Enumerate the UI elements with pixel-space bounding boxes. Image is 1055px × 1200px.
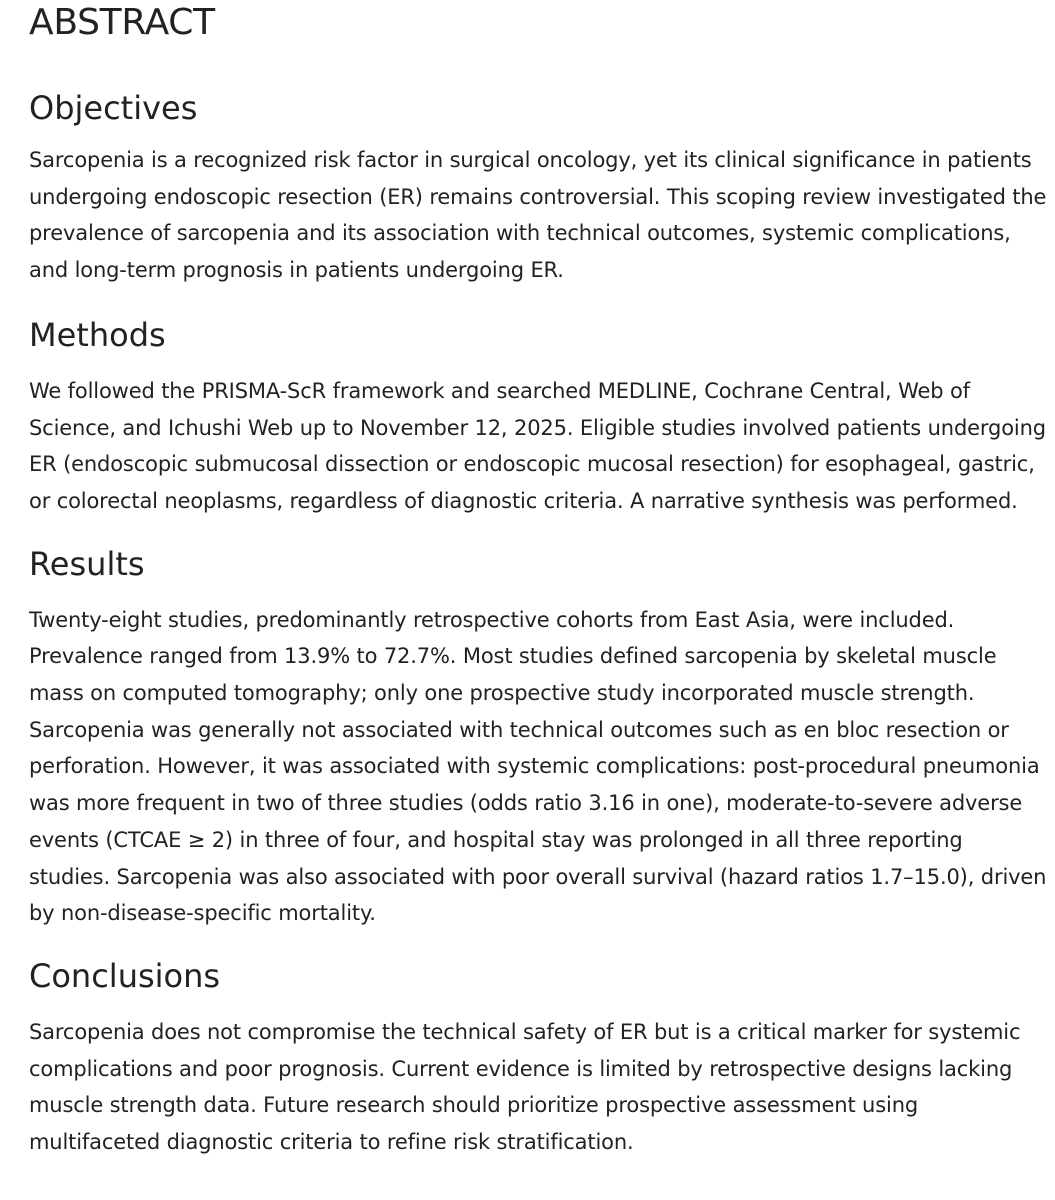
conclusions-section: [29, 956, 1047, 1161]
results-section: [29, 544, 1047, 932]
conclusions-text: Sarcopenia does not compromise the technical safety of ER but is a critical marker for systemic complications and poor prognosis. Current evidence is limited by retrospective designs lacking muscle strength data. Future research should prioritize prospective assessment using multifaceted diagnostic criteria to refine risk stratification.: [29, 1019, 1021, 1155]
objectives-section: [29, 88, 1047, 289]
methods-text: We followed the PRISMA-ScR framework and searched MEDLINE, Cochrane Central, Web of Science, and Ichushi Web up to November 12, 2025. Eligible studies involved patients undergoing ER (endoscopic submucosal dissection or endoscopic mucosal resection) for esophageal, gastric, or colorectal neoplasms, regardless of diagnostic criteria. A narrative synthesis was performed.: [29, 378, 1046, 513]
methods-section: [29, 315, 1047, 520]
results-heading: Results: [29, 544, 145, 583]
conclusions-heading: Conclusions: [29, 956, 221, 995]
objectives-heading: Objectives: [29, 89, 198, 127]
abstract-title: ABSTRACT: [29, 2, 215, 43]
objectives-text: Sarcopenia is a recognized risk factor in surgical oncology, yet its clinical significance in patients undergoing endoscopic resection (ER) remains controversial. This scoping review investigated the prevalence of sarcopenia and its association with technical outcomes, systemic complications, and long-term prognosis in patients undergoing ER.: [29, 148, 1047, 283]
methods-heading: Methods: [29, 315, 166, 354]
results-text: Twenty-eight studies, predominantly retrospective cohorts from East Asia, were included. Prevalence ranged from 13.9% to 72.7%. Most studies defined sarcopenia by skeletal muscle mass on computed tomography; only one prospective study incorporated muscle strength. Sarcopenia was generally not associated with technical outcomes such as en bloc resection or perforation. However, it was associated with systemic complications: post-procedural pneumonia was more frequent in two of three studies (odds ratio 3.16 in one), moderate-to-severe adverse events (CTCAE ≥ 2) in three of four, and hospital stay was prolonged in all three reporting studies. Sarcopenia was also associated with poor overall survival (hazard ratios 1.7–15.0), driven by non-disease-specific mortality.: [29, 607, 1047, 926]
